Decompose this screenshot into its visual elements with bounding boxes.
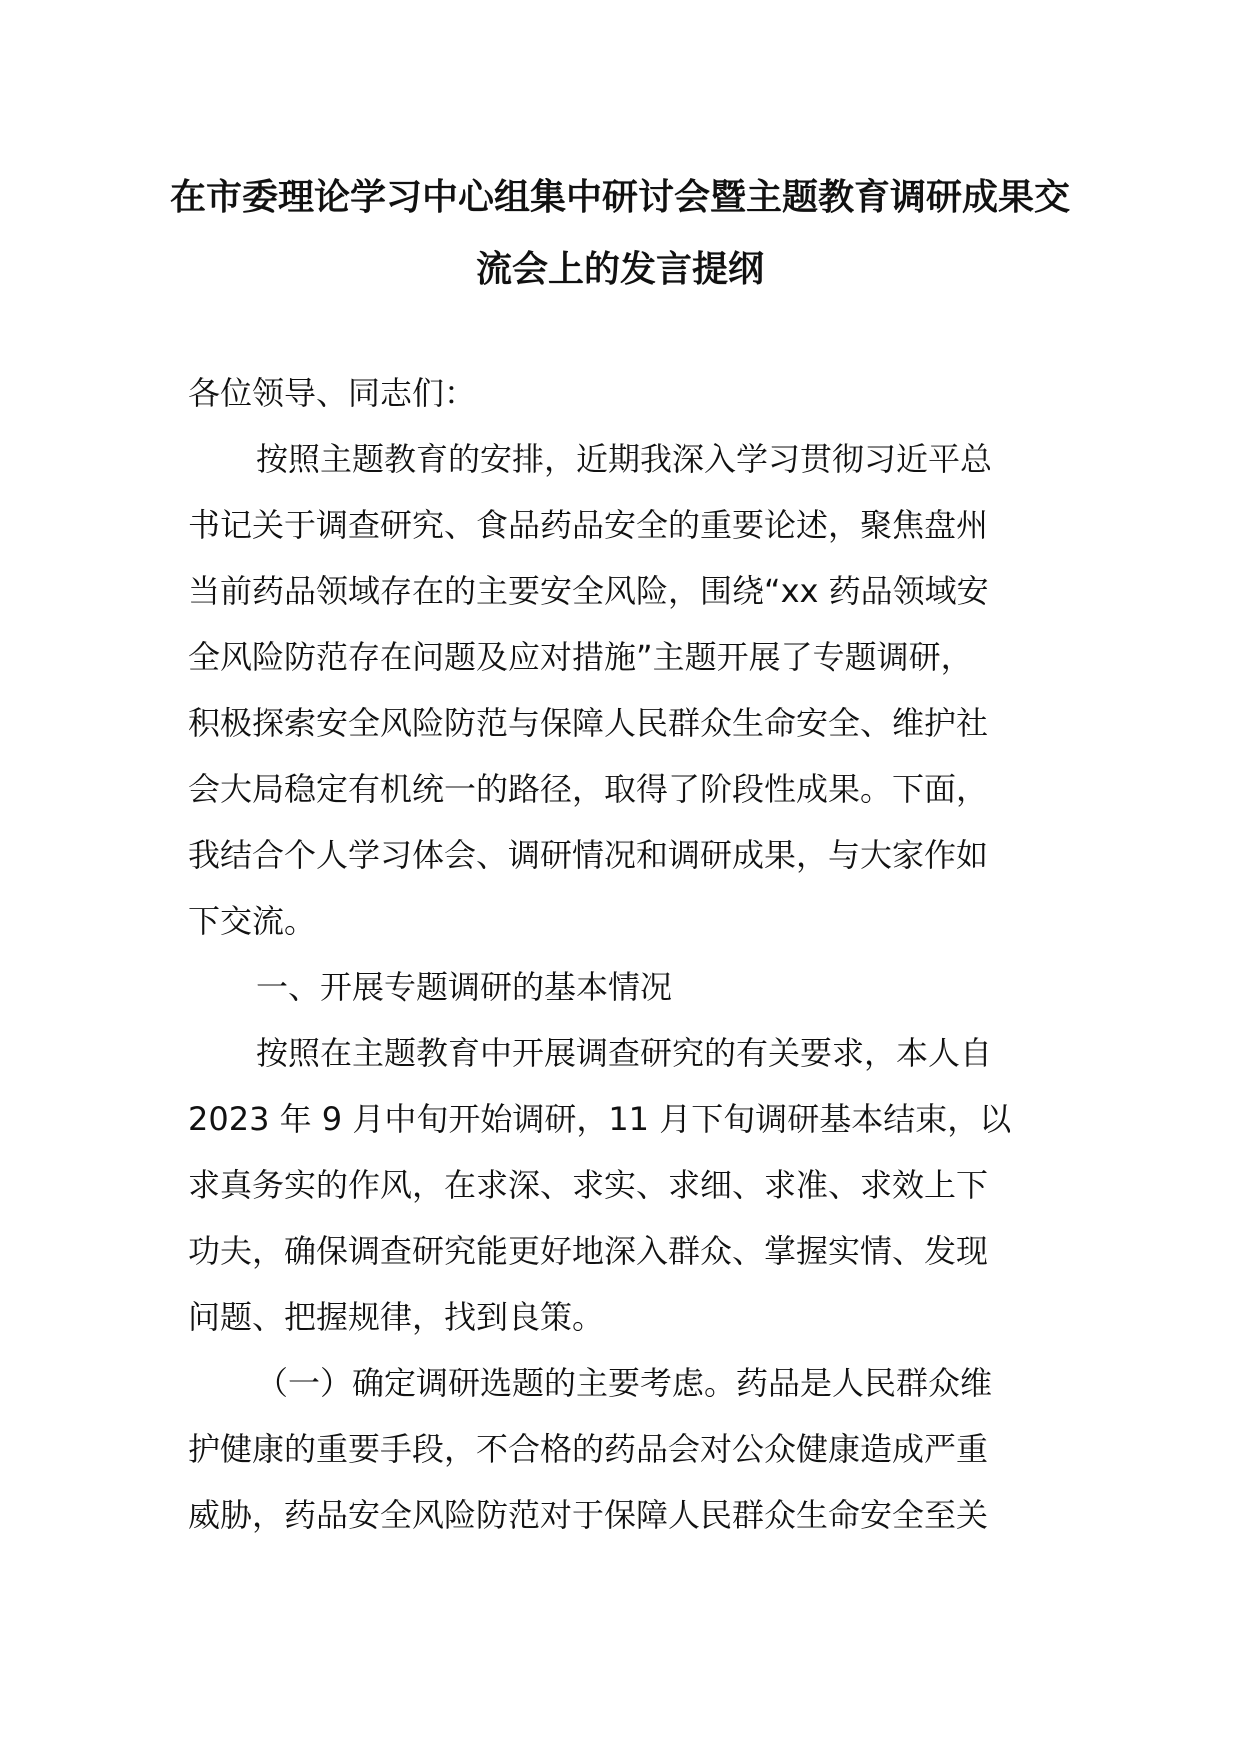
paragraph-line: 按照在主题教育中开展调查研究的有关要求，本人自 bbox=[256, 1034, 993, 1072]
paragraph-line: 积极探索安全风险防范与保障人民群众生命安全、维护社 bbox=[188, 704, 989, 742]
document-title bbox=[170, 177, 1071, 290]
paragraph-line: 会大局稳定有机统一的路径，取得了阶段性成果。下面， bbox=[188, 770, 989, 808]
salutation: 各位领导、同志们： bbox=[188, 374, 477, 412]
paragraph-line: 威胁，药品安全风险防范对于保障人民群众生命安全至关 bbox=[188, 1496, 989, 1534]
paragraph-line: 护健康的重要手段，不合格的药品会对公众健康造成严重 bbox=[188, 1430, 989, 1468]
paragraph-line: 功夫，确保调查研究能更好地深入群众、掌握实情、发现 bbox=[188, 1232, 989, 1270]
title-line-1: 在市委理论学习中心组集中研讨会暨主题教育调研成果交 bbox=[170, 177, 1071, 218]
paragraph-line: 2023 年 9 月中旬开始调研，11 月下旬调研基本结束，以 bbox=[188, 1100, 1012, 1138]
paragraph-line: 全风险防范存在问题及应对措施”主题开展了专题调研， bbox=[188, 638, 973, 676]
paragraph-line: 当前药品领域存在的主要安全风险，围绕“xx 药品领域安 bbox=[188, 572, 989, 610]
subsection-line: （一）确定调研选题的主要考虑。药品是人民群众维 bbox=[256, 1364, 993, 1402]
section-heading: 一、开展专题调研的基本情况 bbox=[256, 968, 673, 1006]
paragraph-line: 求真务实的作风，在求深、求实、求细、求准、求效上下 bbox=[188, 1166, 989, 1204]
paragraph-line: 书记关于调查研究、食品药品安全的重要论述，聚焦盘州 bbox=[188, 506, 989, 544]
paragraph-line: 问题、把握规律，找到良策。 bbox=[188, 1298, 605, 1336]
title-line-2: 流会上的发言提纲 bbox=[475, 249, 764, 290]
paragraph-line: 下交流。 bbox=[188, 902, 317, 940]
paragraph-line: 我结合个人学习体会、调研情况和调研成果，与大家作如 bbox=[188, 836, 989, 874]
document-body bbox=[188, 360, 1048, 1548]
paragraph-line: 按照主题教育的安排，近期我深入学习贯彻习近平总 bbox=[256, 440, 993, 478]
